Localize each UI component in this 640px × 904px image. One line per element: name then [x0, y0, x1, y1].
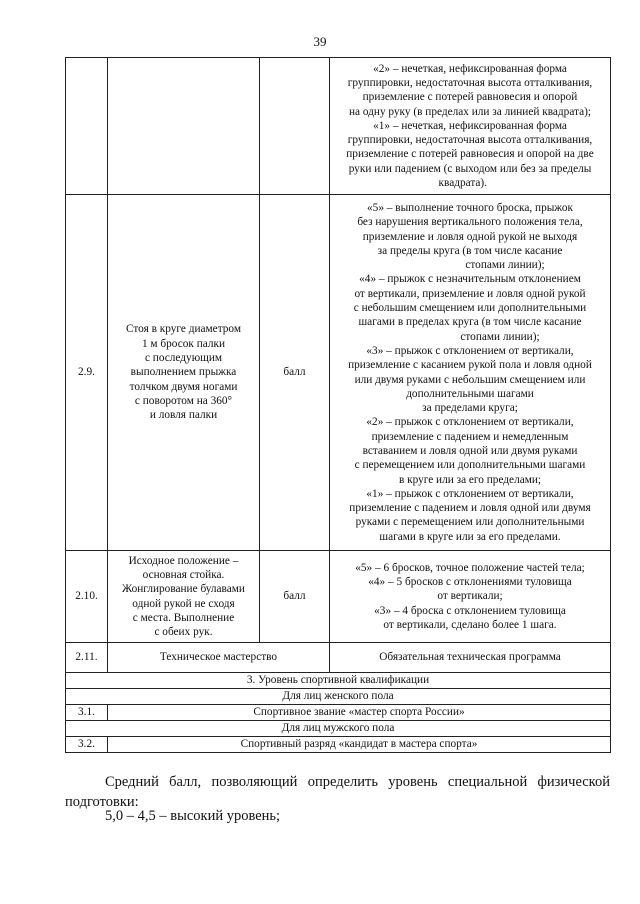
cell-qualification: Спортивный разряд «кандидат в мастера спорта» [108, 737, 611, 753]
men-header-row [66, 721, 611, 737]
cell-criteria: «5» – выполнение точного броска, прыжок без нарушения вертикального положения тела, приземление и ловля одной рукой не выходя за пределы круга (в том числе касание стопами линии); «4» – прыжок с незначительным отклонением от вертикали, приземление и ловля одной рукой с небольшим смещением или дополнительными шагами в пределах круга (в том числе касание стопами линии); «3» – прыжок с отклонением от вертикали, приземление с касанием рукой пола и ловля одной или двумя руками с небольшим смещением или дополнительными шагами за пределами круга; «2» – прыжок с отклонением от вертикали, приземление с падением и немедленным вставанием и ловля одной или двумя руками с перемещением или дополнительными шагами в круге или за его пределами; «1» – прыжок с отклонением от вертикали, приземление с падением и ловля одной или двумя руками с перемещением или дополнительными шагами в круге или за его пределами. [330, 195, 611, 551]
cell-num: 2.10. [66, 551, 108, 643]
cell-qualification: Спортивное звание «мастер спорта России» [108, 705, 611, 721]
cell-num-empty [66, 58, 108, 195]
table-row-3-1 [66, 705, 611, 721]
cell-num: 2.11. [66, 643, 108, 673]
cell-num: 2.9. [66, 195, 108, 551]
cell-exercise-name: Стоя в круге диаметром 1 м бросок палки с последующим выполнением прыжка толчком двумя ногами с поворотом на 360° и ловля палки [108, 195, 260, 551]
cell-criteria: Обязательная техническая программа [330, 643, 611, 673]
average-score-paragraph: Средний балл, позволяющий определить уровень специальной физической [105, 774, 610, 790]
women-header-row [66, 689, 611, 705]
table-row-2-10 [66, 551, 611, 643]
cell-unit: балл [260, 195, 330, 551]
cell-unit-empty [260, 58, 330, 195]
section-title: 3. Уровень спортивной квалификации [66, 673, 611, 689]
average-score-paragraph-cont: подготовки: [65, 794, 139, 810]
table-row-3-2 [66, 737, 611, 753]
women-header: Для лиц женского пола [66, 689, 611, 705]
table-row-continued [66, 58, 611, 195]
cell-criteria: «5» – 6 бросков, точное положение частей тела; «4» – 5 бросков с отклонениями туловища от вертикали; «3» – 4 броска с отклонением туловища от вертикали, сделано более 1 шага. [330, 551, 611, 643]
cell-exercise-name: Исходное положение – основная стойка. Жонглирование булавами одной рукой не сходя с места. Выполнение с обеих рук. [108, 551, 260, 643]
cell-num: 3.1. [66, 705, 108, 721]
cell-name-empty [108, 58, 260, 195]
section-3-header [66, 673, 611, 689]
assessment-table [65, 57, 611, 753]
level-high: 5,0 – 4,5 – высокий уровень; [105, 808, 281, 824]
cell-exercise-name: Техническое мастерство [108, 643, 330, 673]
men-header: Для лиц мужского пола [66, 721, 611, 737]
cell-unit: балл [260, 551, 330, 643]
page-number: 39 [313, 34, 327, 49]
table-row-2-11 [66, 643, 611, 673]
table-row-2-9 [66, 195, 611, 551]
cell-criteria-continued: «2» – нечеткая, нефиксированная форма группировки, недостаточная высота отталкивания, приземление с потерей равновесия и опорой на одну руку (в пределах или за линией квадрата); «1» – нечеткая, нефиксированная форма группировки, недостаточная высота отталкивания, приземление с потерей равновесия и опорой на две руки или падением (с выходом или без за пределы квадрата). [330, 58, 611, 195]
cell-num: 3.2. [66, 737, 108, 753]
